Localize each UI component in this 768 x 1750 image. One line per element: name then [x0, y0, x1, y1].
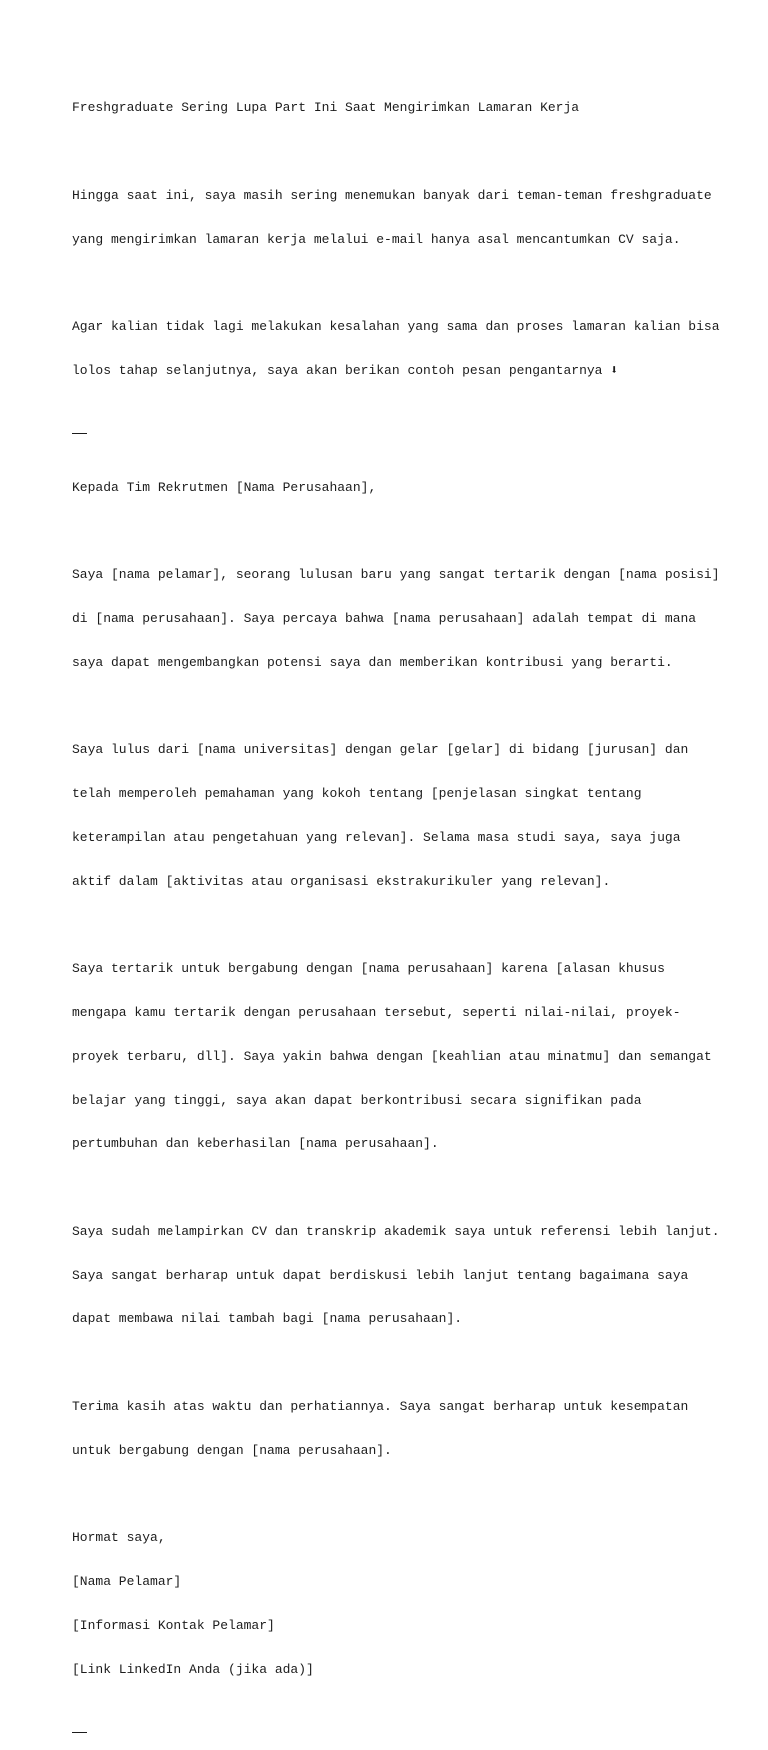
signature-contact: [Informasi Kontak Pelamar] [72, 1617, 275, 1633]
text-line: pertumbuhan dan keberhasilan [nama perusahaan]. [72, 1136, 439, 1152]
text-line: dapat membawa nilai tambah bagi [nama perusahaan]. [72, 1311, 463, 1327]
text-line: saya dapat mengembangkan potensi saya dan memberikan kontribusi yang berarti. [72, 654, 673, 670]
letter-paragraph-5 [72, 1371, 712, 1488]
letter-salutation [72, 451, 712, 524]
text-line: Saya sudah melampirkan CV dan transkrip akademik saya untuk referensi lebih lanjut. [72, 1223, 720, 1239]
text-line: di [nama perusahaan]. Saya percaya bahwa [nama perusahaan] adalah tempat di mana [72, 610, 697, 626]
text-line: yang mengirimkan lamaran kerja melalui e-mail hanya asal mencantumkan CV saja. [72, 231, 681, 247]
salutation-line: Kepada Tim Rekrutmen [Nama Perusahaan], [72, 479, 377, 495]
text-line: lolos tahap selanjutnya, saya akan berikan contoh pesan pengantarnya ⬇ [72, 362, 619, 378]
letter-paragraph-3 [72, 933, 712, 1181]
text-line: Saya lulus dari [nama universitas] dengan gelar [gelar] di bidang [jurusan] dan [72, 742, 689, 758]
text-line: keterampilan atau pengetahuan yang relevan]. Selama masa studi saya, saya juga [72, 829, 681, 845]
document-page [72, 72, 720, 1750]
signature-linkedin: [Link LinkedIn Anda (jika ada)] [72, 1661, 314, 1677]
text-line: Hingga saat ini, saya masih sering menemukan banyak dari teman-teman freshgraduate [72, 187, 712, 203]
separator-bottom [72, 1721, 712, 1736]
text-line: proyek terbaru, dll]. Saya yakin bahwa dengan [keahlian atau minatmu] dan semangat [72, 1048, 712, 1064]
text-line: Agar kalian tidak lagi melakukan kesalahan yang sama dan proses lamaran kalian bisa [72, 319, 720, 335]
intro-paragraph-2 [72, 291, 720, 408]
text-line: telah memperoleh pemahaman yang kokoh tentang [penjelasan singkat tentang [72, 786, 642, 802]
text-line: belajar yang tinggi, saya akan dapat berkontribusi secara signifikan pada [72, 1092, 642, 1108]
letter-paragraph-4 [72, 1196, 720, 1357]
separator-rule [72, 433, 87, 434]
text-line: Saya [nama pelamar], seorang lulusan baru yang sangat tertarik dengan [nama posisi] [72, 567, 720, 583]
separator-rule [72, 1732, 87, 1733]
intro-paragraph-1 [72, 160, 712, 277]
text-line: Saya tertarik untuk bergabung dengan [nama perusahaan] karena [alasan khusus [72, 961, 665, 977]
document-title [72, 72, 712, 145]
text-line: Saya sangat berharap untuk dapat berdiskusi lebih lanjut tentang bagaimana saya [72, 1267, 689, 1283]
letter-closing [72, 1502, 712, 1706]
text-line: untuk bergabung dengan [nama perusahaan]. [72, 1442, 392, 1458]
text-line: aktif dalam [aktivitas atau organisasi ekstrakurikuler yang relevan]. [72, 873, 611, 889]
title-line: Freshgraduate Sering Lupa Part Ini Saat Mengirimkan Lamaran Kerja [72, 100, 580, 116]
closing-line: Hormat saya, [72, 1530, 166, 1546]
text-line: Terima kasih atas waktu dan perhatiannya. Saya sangat berharap untuk kesempatan [72, 1399, 689, 1415]
letter-paragraph-2 [72, 714, 712, 918]
signature-name: [Nama Pelamar] [72, 1574, 182, 1590]
separator-top [72, 422, 712, 437]
text-line: mengapa kamu tertarik dengan perusahaan tersebut, seperti nilai-nilai, proyek- [72, 1005, 681, 1020]
letter-paragraph-1 [72, 539, 720, 700]
